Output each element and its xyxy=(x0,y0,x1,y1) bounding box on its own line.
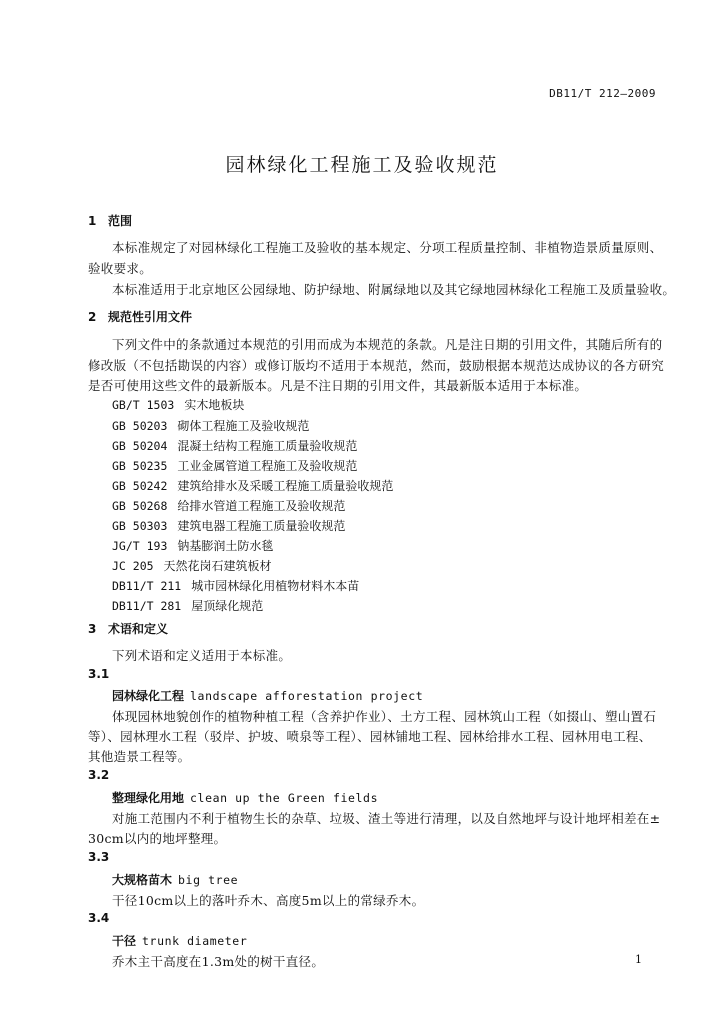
term-number: 3.2 xyxy=(88,768,110,782)
term-heading: 园林绿化工程 landscape afforestation project xyxy=(112,689,424,703)
definition-line: 30cm以内的地坪整理。 xyxy=(88,831,227,846)
term-number: 3.3 xyxy=(88,850,110,864)
reference-item: GB 50242 建筑给排水及采暖工程施工质量验收规范 xyxy=(112,479,394,493)
term-heading: 整理绿化用地 clean up the Green fields xyxy=(112,791,379,805)
page-number: 1 xyxy=(635,953,642,966)
reference-item: DB11/T 281 屋顶绿化规范 xyxy=(112,599,264,613)
definition-line: 等）、园林理水工程（驳岸、护坡、喷泉等工程）、园林铺地工程、园林给排水工程、园林用电工程、 xyxy=(88,729,652,744)
definition-line: 体现园林地貌创作的植物种植工程（含养护作业）、土方工程、园林筑山工程（如掇山、塑山置石 xyxy=(112,709,657,724)
reference-item: JG/T 193 钠基膨润土防水毯 xyxy=(112,539,274,553)
reference-item: GB 50203 砌体工程施工及验收规范 xyxy=(112,419,310,433)
reference-item: GB 50268 给排水管道工程施工及验收规范 xyxy=(112,499,346,513)
section-heading: 2 规范性引用文件 xyxy=(88,310,193,324)
reference-item: GB 50235 工业金属管道工程施工及验收规范 xyxy=(112,459,358,473)
definition-line: 对施工范围内不利于植物生长的杂草、垃圾、渣土等进行清理，以及自然地坪与设计地坪相差在± xyxy=(112,811,661,826)
section-heading: 3 术语和定义 xyxy=(88,622,169,636)
paragraph-line: 验收要求。 xyxy=(88,261,153,276)
paragraph-line: 本标准适用于北京地区公园绿地、防护绿地、附属绿地以及其它绿地园林绿化工程施工及质量验收。 xyxy=(112,282,676,297)
paragraph-line: 修改版（不包括勘误的内容）或修订版均不适用于本规范，然而，鼓励根据本规范达成协议的各方研究 xyxy=(88,358,665,373)
paragraph-line: 下列术语和定义适用于本标准。 xyxy=(112,648,292,663)
paragraph-line: 下列文件中的条款通过本规范的引用而成为本规范的条款。凡是注日期的引用文件，其随后所有的 xyxy=(112,337,663,352)
standard-code: DB11/T 212—2009 xyxy=(549,87,656,100)
term-number: 3.1 xyxy=(88,667,110,681)
reference-item: DB11/T 211 城市园林绿化用植物材料木本苗 xyxy=(112,579,360,593)
reference-item: JC 205 天然花岗石建筑板材 xyxy=(112,559,272,573)
reference-item: GB 50204 混凝土结构工程施工质量验收规范 xyxy=(112,439,358,453)
definition-line: 干径10cm以上的落叶乔木、高度5m以上的常绿乔木。 xyxy=(112,893,425,908)
term-heading: 大规格苗木 big tree xyxy=(112,873,239,887)
reference-item: GB/T 1503 实木地板块 xyxy=(112,398,245,412)
definition-line: 其他造景工程等。 xyxy=(88,749,191,764)
reference-item: GB 50303 建筑电器工程施工质量验收规范 xyxy=(112,519,346,533)
section-heading: 1 范围 xyxy=(88,214,133,228)
paragraph-line: 本标准规定了对园林绿化工程施工及验收的基本规定、分项工程质量控制、非植物造景质量原则、 xyxy=(112,240,663,255)
paragraph-line: 是否可使用这些文件的最新版本。凡是不注日期的引用文件，其最新版本适用于本标准。 xyxy=(88,378,588,393)
definition-line: 乔木主干高度在1.3m处的树干直径。 xyxy=(112,954,325,969)
term-number: 3.4 xyxy=(88,911,110,925)
document-title: 园林绿化工程施工及验收规范 xyxy=(225,154,499,176)
term-heading: 干径 trunk diameter xyxy=(112,934,248,948)
